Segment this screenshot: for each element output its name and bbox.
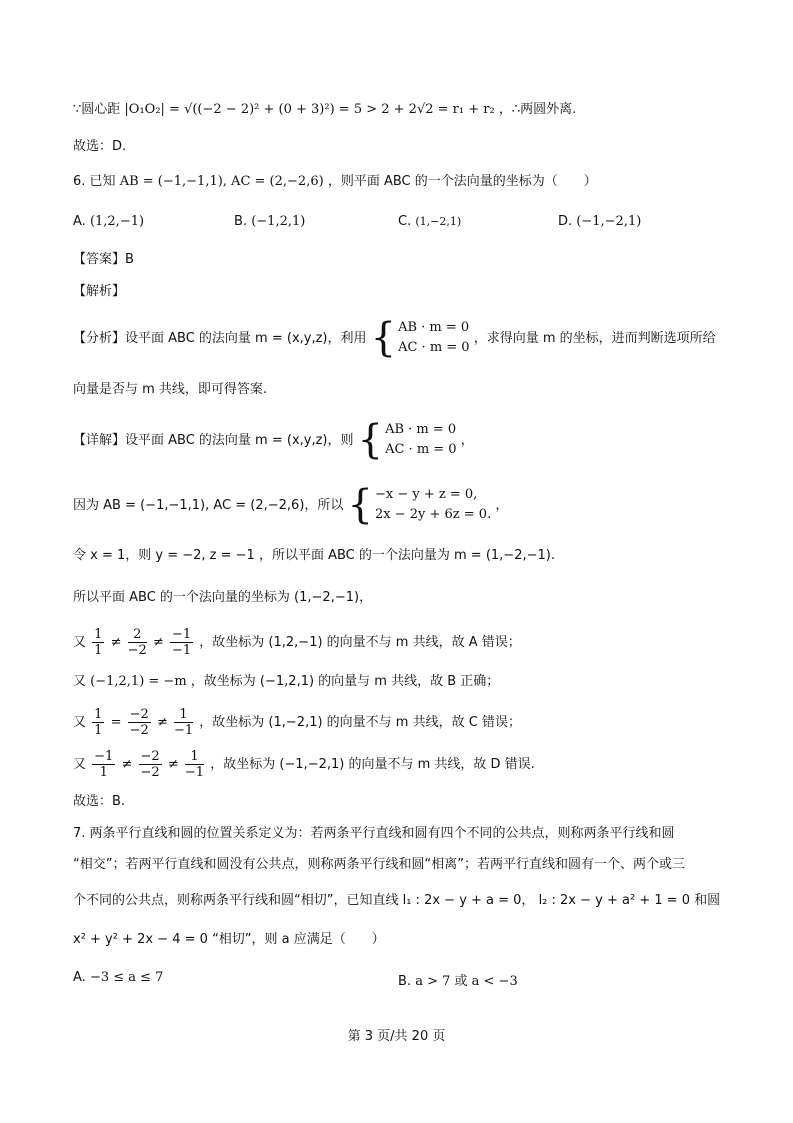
check-text: ，故坐标为 (−1,2,1) 的向量与 m 共线，故 B 正确； xyxy=(190,674,500,689)
distance-formula: |O₁O₂| = √((−2 − 2)² + (0 + 3)²) = 5 > 2 + 2√2 = r₁ + r₂ xyxy=(124,102,495,117)
fraction xyxy=(92,707,104,738)
q6-stem-b: ，则平面 ABC 的一个法向量的坐标为（ ） xyxy=(327,174,597,189)
check-text: ，故坐标为 (−1,−2,1) 的向量不与 m 共线，故 D 错误. xyxy=(210,757,535,772)
check-prefix: 又 xyxy=(73,757,87,772)
fraction xyxy=(170,627,193,658)
option-value: −3 ≤ a ≤ 7 xyxy=(89,970,164,985)
xiangjie-system xyxy=(357,417,457,463)
fraction xyxy=(139,749,162,780)
numerator: −1 xyxy=(94,749,114,764)
xiangjie-b: ， xyxy=(460,432,474,448)
check-text: ，故坐标为 (1,2,−1) 的向量不与 m 共线，故 A 错误； xyxy=(199,635,521,650)
denominator: −1 xyxy=(171,643,192,658)
denominator: −2 xyxy=(140,765,160,780)
check-c xyxy=(73,703,521,743)
denominator: −1 xyxy=(184,765,205,780)
check-inline: (−1,2,1) = −m xyxy=(90,674,187,689)
fraction xyxy=(128,627,147,658)
fraction xyxy=(92,749,115,780)
option-value: (−1,2,1) xyxy=(251,214,306,229)
fraction xyxy=(128,707,151,738)
relation: = xyxy=(110,715,122,730)
denominator: −1 xyxy=(173,723,194,738)
numerator: −1 xyxy=(171,627,192,642)
xiangjie-a: 【详解】设平面 ABC 的法向量 m = (x,y,z)，则 xyxy=(73,432,354,448)
relation: ≠ xyxy=(152,635,164,650)
option-label: A. xyxy=(73,970,86,985)
option-value: (1,2,−1) xyxy=(89,214,145,229)
relation: ≠ xyxy=(110,635,122,650)
fenxi-a: 【分析】设平面 ABC 的法向量 m = (x,y,z)，利用 xyxy=(73,330,367,346)
q6-stem xyxy=(73,172,597,192)
q6-option-c xyxy=(398,214,461,229)
denominator: 1 xyxy=(94,643,103,658)
distance-prefix: ∵圆心距 xyxy=(73,102,121,117)
numerator: 2 xyxy=(128,627,147,643)
distance-suffix: ，∴两圆外离. xyxy=(498,102,577,117)
fraction xyxy=(174,707,193,738)
suoyi-line: 所以平面 ABC 的一个法向量的坐标为 (1,−2,−1)， xyxy=(73,590,373,605)
denominator: 1 xyxy=(99,765,108,780)
brace-icon: { xyxy=(347,482,373,528)
q7-line4: x² + y² + 2x − 4 = 0 “相切”，则 a 应满足（ ） xyxy=(73,932,385,947)
option-label: A. xyxy=(73,214,86,229)
fenxi-eq1: AB · m = 0 xyxy=(398,320,470,335)
fenxi-system xyxy=(370,315,470,361)
q6-option-b xyxy=(234,214,305,229)
denominator: −2 xyxy=(129,723,149,738)
numerator: 1 xyxy=(94,627,103,642)
previous-answer: 故选：D. xyxy=(73,139,127,154)
option-value: (−1,−2,1) xyxy=(576,214,642,229)
fenxi-b: ，求得向量 m 的坐标，进而判断选项所给 xyxy=(473,330,716,346)
page-footer: 第 3 页/共 20 页 xyxy=(347,1029,446,1044)
numerator: 1 xyxy=(174,707,193,723)
option-label: C. xyxy=(398,214,412,229)
denominator: 1 xyxy=(94,723,103,738)
analysis-tag: 【解析】 xyxy=(73,284,126,299)
relation: ≠ xyxy=(167,757,179,772)
numerator: 1 xyxy=(94,707,103,722)
yinwei-b: ， xyxy=(495,497,509,513)
option-label: D. xyxy=(558,214,573,229)
check-a xyxy=(73,623,521,663)
yinwei-line xyxy=(73,482,509,528)
q6-stem-a: 6. 已知 xyxy=(73,174,116,189)
q6-option-d xyxy=(558,214,641,229)
denominator: −2 xyxy=(127,643,147,658)
yinwei-system xyxy=(347,482,492,528)
check-prefix: 又 xyxy=(73,715,87,730)
check-text: ，故坐标为 (1,−2,1) 的向量不与 m 共线，故 C 错误； xyxy=(199,715,521,730)
check-b xyxy=(73,672,499,692)
xiangjie-eq1: AB · m = 0 xyxy=(385,422,457,437)
check-d xyxy=(73,745,535,785)
option-value: (1,−2,1) xyxy=(415,215,462,228)
brace-icon: { xyxy=(357,417,384,463)
distance-line xyxy=(73,100,576,120)
xiangjie-line xyxy=(73,417,474,463)
check-prefix: 又 xyxy=(73,674,87,689)
relation: ≠ xyxy=(121,757,133,772)
q6-vectors: AB = (−1,−1,1), AC = (2,−2,6) xyxy=(119,174,324,189)
fenxi-eq2: AC · m = 0 xyxy=(398,340,470,355)
numerator: −2 xyxy=(129,707,149,722)
option-value: a > 7 或 a < −3 xyxy=(415,974,518,989)
fenxi-c: 向量是否与 m 共线，即可得答案. xyxy=(73,382,268,397)
fenxi-line xyxy=(73,315,716,361)
q7-line1: 7. 两条平行直线和圆的位置关系定义为：若两条平行直线和圆有四个不同的公共点，则称两条平行线和圆 xyxy=(73,826,675,841)
q7-line3: 个不同的公共点，则称两条平行线和圆“相切”，已知直线 l₁ : 2x − y + a = 0， l₂ : 2x − y + a² + 1 = 0 和圆 xyxy=(73,893,721,908)
yinwei-a: 因为 AB = (−1,−1,1), AC = (2,−2,6)，所以 xyxy=(73,497,344,513)
q6-final: 故选：B. xyxy=(73,794,126,809)
answer-tag: 【答案】B xyxy=(73,252,134,267)
numerator: 1 xyxy=(185,749,204,765)
check-prefix: 又 xyxy=(73,635,87,650)
fraction xyxy=(185,749,204,780)
ling-line: 令 x = 1，则 y = −2, z = −1 ，所以平面 ABC 的一个法向量为 m = (1,−2,−1). xyxy=(73,548,555,563)
yinwei-eq1: −x − y + z = 0, xyxy=(374,487,478,502)
q7-line2: “相交”；若两平行直线和圆没有公共点，则称两条平行线和圆“相离”；若两平行直线和圆有一个、两个或三 xyxy=(73,857,685,872)
q7-option-b xyxy=(398,970,518,989)
option-label: B. xyxy=(398,974,412,989)
q7-option-a xyxy=(73,970,163,985)
xiangjie-eq2: AC · m = 0 xyxy=(385,442,457,457)
option-label: B. xyxy=(234,214,248,229)
brace-icon: { xyxy=(370,315,397,361)
fraction xyxy=(92,627,104,658)
yinwei-eq2: 2x − 2y + 6z = 0. xyxy=(374,507,492,522)
numerator: −2 xyxy=(140,749,160,764)
relation: ≠ xyxy=(156,715,168,730)
q6-option-a xyxy=(73,214,144,229)
